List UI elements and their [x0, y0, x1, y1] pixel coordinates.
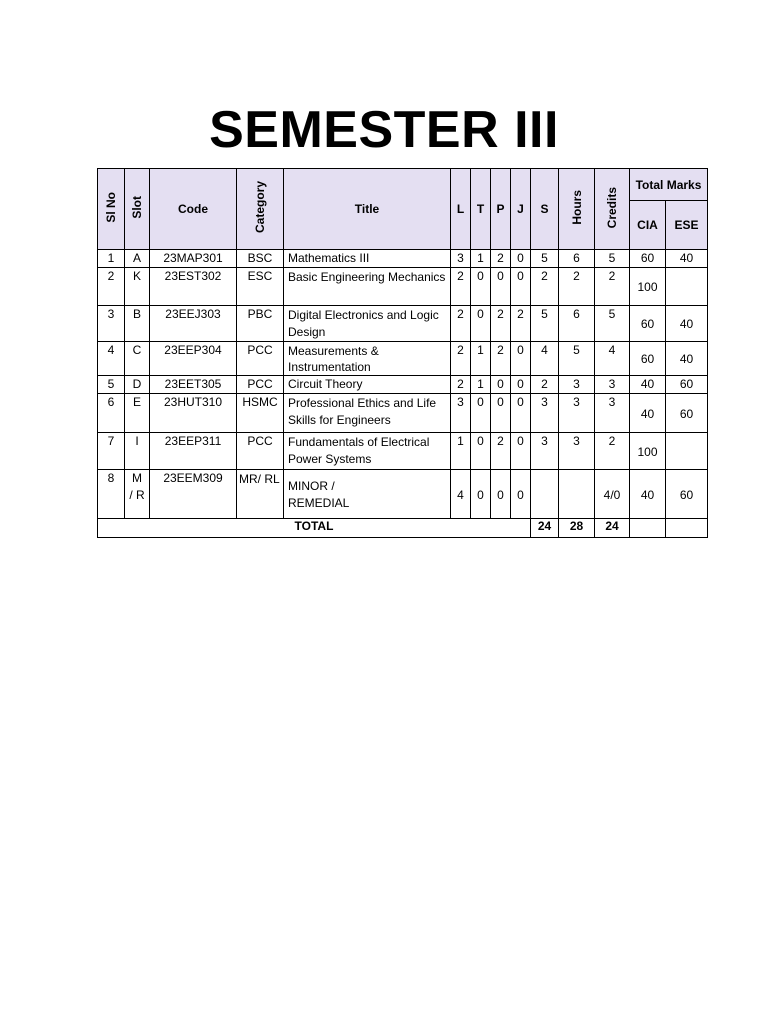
cell-j: 0 [511, 342, 531, 376]
cell-title: MINOR / REMEDIAL [284, 470, 451, 519]
cell-code: 23HUT310 [150, 394, 237, 433]
cell-credits: 2 [595, 268, 630, 306]
cell-p: 0 [491, 394, 511, 433]
table-row [98, 394, 708, 433]
col-header-total-marks: Total Marks [630, 169, 708, 201]
cell-slot: I [125, 433, 150, 470]
cell-ese: 40 [666, 306, 708, 342]
cell-hours: 6 [559, 250, 595, 268]
cell-l: 1 [451, 433, 471, 470]
cell-t: 1 [471, 342, 491, 376]
cell-l: 4 [451, 470, 471, 519]
cell-s: 5 [531, 250, 559, 268]
cell-j: 0 [511, 433, 531, 470]
cell-cia: 40 [630, 376, 666, 394]
cell-s [531, 470, 559, 519]
total-row [98, 519, 708, 538]
cell-s: 2 [531, 268, 559, 306]
cell-j: 0 [511, 268, 531, 306]
cell-ese: 40 [666, 342, 708, 376]
cell-ese [666, 433, 708, 470]
cell-credits: 5 [595, 306, 630, 342]
curriculum-table [97, 168, 708, 538]
col-header-l: L [451, 169, 471, 250]
cell-credits: 2 [595, 433, 630, 470]
cell-ese: 60 [666, 470, 708, 519]
cell-p: 0 [491, 470, 511, 519]
cell-category: PBC [237, 306, 284, 342]
cell-sl: 6 [98, 394, 125, 433]
cell-category: PCC [237, 376, 284, 394]
cell-sl: 2 [98, 268, 125, 306]
cell-slot: D [125, 376, 150, 394]
table-row [98, 250, 708, 268]
table-header [98, 169, 708, 250]
total-cia [630, 519, 666, 538]
cell-t: 0 [471, 306, 491, 342]
col-header-cia: CIA [630, 201, 666, 250]
cell-cia: 100 [630, 268, 666, 306]
cell-l: 2 [451, 342, 471, 376]
col-header-hours: Hours [559, 169, 595, 250]
cell-slot: C [125, 342, 150, 376]
cell-code: 23EET305 [150, 376, 237, 394]
cell-t: 0 [471, 394, 491, 433]
cell-sl: 5 [98, 376, 125, 394]
cell-l: 2 [451, 376, 471, 394]
cell-s: 2 [531, 376, 559, 394]
cell-p: 0 [491, 376, 511, 394]
cell-hours: 3 [559, 376, 595, 394]
cell-t: 0 [471, 470, 491, 519]
table-row [98, 376, 708, 394]
col-header-j: J [511, 169, 531, 250]
cell-credits: 5 [595, 250, 630, 268]
col-header-sl-no: Sl No [98, 169, 125, 250]
cell-hours: 3 [559, 394, 595, 433]
cell-t: 1 [471, 250, 491, 268]
cell-slot: B [125, 306, 150, 342]
total-s: 24 [531, 519, 559, 538]
cell-cia: 40 [630, 470, 666, 519]
cell-code: 23EST302 [150, 268, 237, 306]
cell-hours: 2 [559, 268, 595, 306]
cell-cia: 60 [630, 250, 666, 268]
cell-title: Circuit Theory [284, 376, 451, 394]
cell-hours [559, 470, 595, 519]
cell-t: 1 [471, 376, 491, 394]
cell-s: 5 [531, 306, 559, 342]
cell-hours: 3 [559, 433, 595, 470]
cell-s: 4 [531, 342, 559, 376]
cell-sl: 8 [98, 470, 125, 519]
cell-title: Digital Electronics and Logic Design [284, 306, 451, 342]
cell-credits: 3 [595, 376, 630, 394]
cell-code: 23EEM309 [150, 470, 237, 519]
table-row [98, 470, 708, 519]
cell-sl: 1 [98, 250, 125, 268]
cell-slot: A [125, 250, 150, 268]
table-row [98, 268, 708, 306]
cell-category: PCC [237, 342, 284, 376]
cell-s: 3 [531, 394, 559, 433]
cell-j: 0 [511, 394, 531, 433]
cell-t: 0 [471, 433, 491, 470]
cell-j: 0 [511, 250, 531, 268]
cell-l: 3 [451, 394, 471, 433]
cell-ese: 60 [666, 394, 708, 433]
cell-credits: 3 [595, 394, 630, 433]
cell-title: Professional Ethics and Life Skills for Engineers [284, 394, 451, 433]
cell-title: Mathematics III [284, 250, 451, 268]
cell-ese [666, 268, 708, 306]
cell-code: 23EEP311 [150, 433, 237, 470]
total-credits: 24 [595, 519, 630, 538]
cell-hours: 5 [559, 342, 595, 376]
cell-s: 3 [531, 433, 559, 470]
cell-category: ESC [237, 268, 284, 306]
cell-p: 2 [491, 433, 511, 470]
cell-ese: 40 [666, 250, 708, 268]
cell-p: 2 [491, 250, 511, 268]
cell-l: 2 [451, 306, 471, 342]
page-title: SEMESTER III [209, 101, 559, 159]
cell-hours: 6 [559, 306, 595, 342]
col-header-code: Code [150, 169, 237, 250]
cell-code: 23MAP301 [150, 250, 237, 268]
cell-p: 0 [491, 268, 511, 306]
cell-category: BSC [237, 250, 284, 268]
cell-category: PCC [237, 433, 284, 470]
cell-p: 2 [491, 306, 511, 342]
cell-sl: 7 [98, 433, 125, 470]
table-body [98, 250, 708, 538]
cell-cia: 40 [630, 394, 666, 433]
cell-code: 23EEJ303 [150, 306, 237, 342]
table-row [98, 342, 708, 376]
col-header-ese: ESE [666, 201, 708, 250]
cell-credits: 4/0 [595, 470, 630, 519]
total-hours: 28 [559, 519, 595, 538]
cell-j: 2 [511, 306, 531, 342]
cell-title: Fundamentals of Electrical Power Systems [284, 433, 451, 470]
col-header-s: S [531, 169, 559, 250]
cell-title: Measurements & Instrumentation [284, 342, 451, 376]
cell-l: 2 [451, 268, 471, 306]
cell-category: HSMC [237, 394, 284, 433]
total-ese [666, 519, 708, 538]
cell-ese: 60 [666, 376, 708, 394]
cell-p: 2 [491, 342, 511, 376]
total-label: TOTAL [98, 519, 531, 538]
cell-cia: 60 [630, 306, 666, 342]
cell-slot: M / R [125, 470, 150, 519]
cell-code: 23EEP304 [150, 342, 237, 376]
cell-slot: E [125, 394, 150, 433]
cell-j: 0 [511, 470, 531, 519]
cell-j: 0 [511, 376, 531, 394]
cell-credits: 4 [595, 342, 630, 376]
col-header-category: Category [237, 169, 284, 250]
cell-category: MR/ RL [237, 470, 284, 519]
cell-sl: 4 [98, 342, 125, 376]
table-row [98, 433, 708, 470]
cell-slot: K [125, 268, 150, 306]
col-header-title: Title [284, 169, 451, 250]
col-header-slot: Slot [125, 169, 150, 250]
cell-cia: 60 [630, 342, 666, 376]
cell-title: Basic Engineering Mechanics [284, 268, 451, 306]
cell-sl: 3 [98, 306, 125, 342]
col-header-t: T [471, 169, 491, 250]
cell-cia: 100 [630, 433, 666, 470]
table-row [98, 306, 708, 342]
col-header-p: P [491, 169, 511, 250]
cell-l: 3 [451, 250, 471, 268]
col-header-credits: Credits [595, 169, 630, 250]
cell-t: 0 [471, 268, 491, 306]
